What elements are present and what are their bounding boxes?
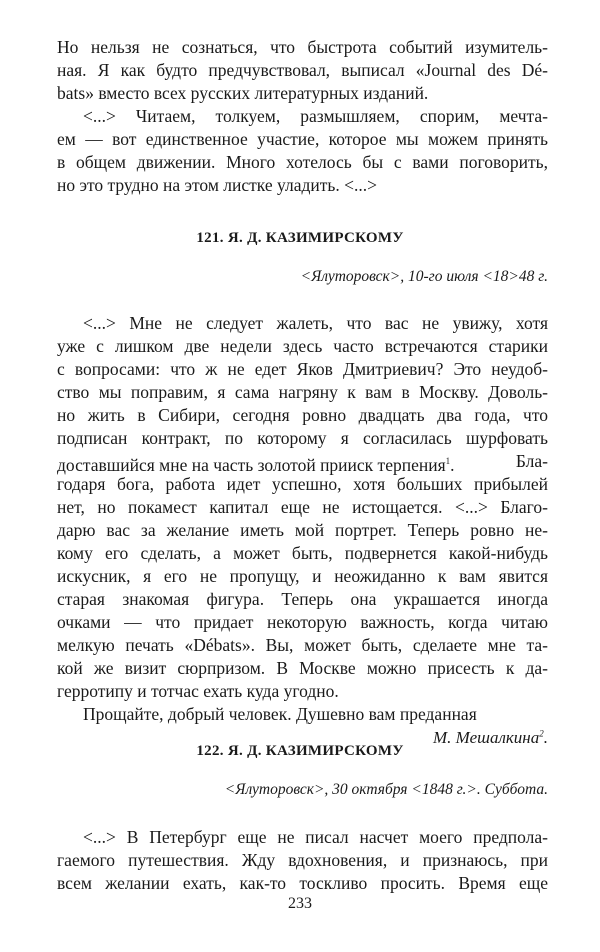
text-line: но жить в Сибири, сегодня ровно двадцать два года, что (57, 405, 548, 425)
text-line: ем — вот единственное участие, которое мы можем принять (57, 129, 548, 149)
text-line: уже с лишком две недели здесь часто встречаются старики (57, 336, 548, 356)
text-line: нет, но покамест капитал еще не истощается. <...> Благо- (57, 497, 548, 517)
text-line: Но нельзя не сознаться, что быстрота событий изумитель- (57, 37, 548, 57)
footnote-ref: 2 (539, 728, 544, 739)
text-line: старая знакомая фигура. Теперь она украшается иногда (57, 589, 548, 609)
text-line: очками — что придает некоторую важность, когда читаю (57, 612, 548, 632)
text-line: с вопросами: что ж не едет Яков Дмитриевич? Это неудоб- (57, 359, 548, 379)
text-line: искусник, я его не пропущу, и неожиданно к вам явится (57, 566, 548, 586)
text-line: Прощайте, добрый человек. Душевно вам преданная (83, 704, 477, 724)
text-line: кой же визит сюрпризом. В Москве можно присесть к да- (57, 658, 548, 678)
text-line: доставшийся мне на часть золотой прииск терпения$^1$. Бла- (57, 451, 548, 475)
page-number: 233 (288, 895, 312, 912)
footnote-ref: 1 (445, 456, 451, 466)
letter-122-date: <Ялуторовск>, 30 октября <1848 г.>. Суббота. (224, 781, 548, 798)
letter-121-heading: 121. Я. Д. КАЗИМИРСКОМУ (196, 230, 404, 246)
text-line: мелкую печать «Débats». Вы, может быть, сделаете мне та- (57, 635, 548, 655)
text-line: гаемого путешествия. Жду вдохновения, и признаюсь, при (57, 850, 548, 870)
signature: М. Мешалкина$^2$. (432, 728, 548, 747)
text-line: в общем движении. Много хотелось бы с вами поговорить, (57, 152, 548, 172)
signature-name: М. Мешалкина (432, 728, 540, 747)
text-line: <...> Мне не следует жалеть, что вас не увижу, хотя (83, 313, 548, 333)
text-line: годаря бога, работа идет успешно, хотя больших прибылей (57, 474, 548, 494)
letter-122-heading: 122. Я. Д. КАЗИМИРСКОМУ (196, 743, 404, 759)
text-line: дарю вас за желание иметь мой портрет. Теперь ровно не- (57, 520, 548, 540)
text-line: ная. Я как будто предчувствовал, выписал «Journal des Dé- (57, 60, 548, 80)
letter-121-date: <Ялуторовск>, 10-го июля <18>48 г. (300, 268, 548, 285)
text-line: <...> В Петербург еще не писал насчет моего предпола- (83, 827, 548, 847)
text-line: bats» вместо всех русских литературных изданий. (57, 83, 429, 103)
text-line: кому его сделать, а может быть, подвернется какой-нибудь (57, 543, 548, 563)
text-span: доставшийся мне на часть золотой прииск терпения (57, 454, 446, 475)
text-line: всем желании ехать, как-то тоскливо просить. Время еще (57, 873, 548, 893)
text-line: подписан контракт, по которому я согласилась шурфовать (57, 428, 548, 448)
text-line: ство мы поправим, я сама нагряну к вам в Москву. Доволь- (57, 382, 548, 402)
text-span: Бла- (515, 451, 548, 471)
text-line: <...> Читаем, толкуем, размышляем, спорим, мечта- (83, 106, 548, 126)
text-line: но это трудно на этом листке уладить. <...> (57, 175, 377, 195)
text-line: герротипу и тотчас ехать куда угодно. (57, 681, 339, 701)
